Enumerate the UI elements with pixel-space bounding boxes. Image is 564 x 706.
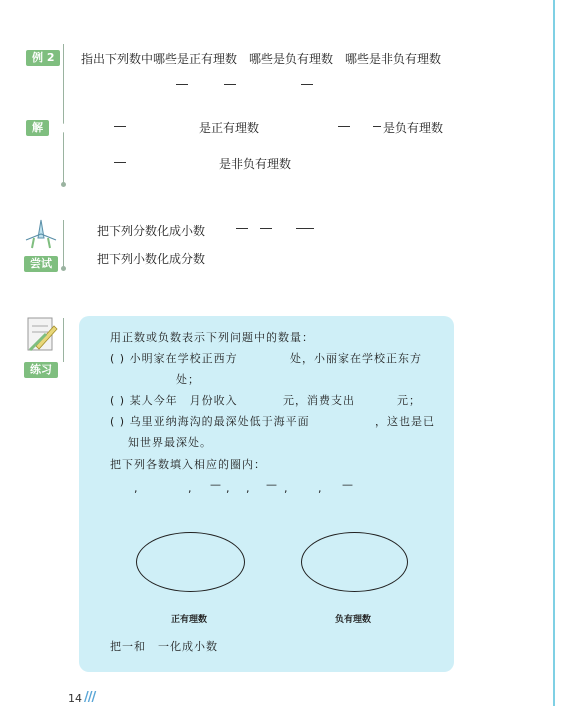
try-icon	[22, 218, 60, 252]
fraction-bar	[260, 228, 272, 229]
timeline-end-dot	[61, 266, 66, 271]
fraction-bar	[373, 126, 381, 127]
solution-arrow	[58, 120, 70, 136]
practice-item3-c: 知世界最深处。	[128, 436, 212, 449]
practice-item1-a: ( ) 小明家在学校正西方	[110, 352, 238, 365]
fraction-bar	[224, 84, 236, 85]
try-timeline	[63, 220, 64, 270]
practice-fill-prompt: 把下列各数填入相应的圈内：	[110, 458, 266, 471]
page-number-decoration: ///	[84, 690, 96, 705]
example-badge: 例 2	[26, 50, 60, 66]
practice-item1-c: 处；	[176, 373, 200, 386]
timeline-end-dot	[61, 182, 66, 187]
fraction-bar	[301, 84, 313, 85]
negative-rational-circle[interactable]	[301, 532, 408, 592]
fraction-bar	[296, 228, 314, 229]
practice-item2-c: 元；	[397, 394, 421, 407]
fraction-bar	[236, 228, 248, 229]
practice-last-line: 把一和 一化成小数	[110, 640, 218, 653]
solution-nonnegative: 是非负有理数	[219, 157, 292, 171]
fraction-bar	[338, 126, 350, 127]
practice-item3-a: ( ) 乌里亚纳海沟的最深处低于海平面	[110, 415, 310, 428]
solution-negative: 是负有理数	[383, 121, 444, 135]
fraction-bar	[114, 126, 126, 127]
practice-item2-a: ( ) 某人今年 月份收入	[110, 394, 238, 407]
try-line2: 把下列小数化成分数	[97, 252, 206, 266]
practice-item2-b: 元，消费支出	[283, 394, 355, 407]
practice-icon	[24, 316, 60, 356]
number-list-row: , , — , , — , , —	[134, 478, 353, 495]
example-timeline	[63, 44, 64, 186]
page-number: 14	[68, 692, 82, 705]
practice-item1-b: 处，小丽家在学校正东方	[290, 352, 422, 365]
fraction-bar	[176, 84, 188, 85]
practice-timeline	[63, 318, 64, 362]
page-edge-border	[553, 0, 555, 706]
solution-positive: 是正有理数	[199, 121, 260, 135]
positive-rational-circle[interactable]	[136, 532, 245, 592]
try-badge: 尝试	[24, 256, 58, 272]
solution-badge: 解	[26, 120, 49, 136]
practice-intro: 用正数或负数表示下列问题中的数量：	[110, 331, 314, 344]
negative-rational-label: 负有理数	[335, 615, 372, 625]
practice-badge: 练习	[24, 362, 58, 378]
practice-item3-b: ，这也是已	[375, 415, 435, 428]
fraction-bar	[114, 162, 126, 163]
example-question: 指出下列数中哪些是正有理数 哪些是负有理数 哪些是非负有理数	[81, 52, 442, 66]
positive-rational-label: 正有理数	[171, 615, 208, 625]
try-line1: 把下列分数化成小数	[97, 224, 206, 238]
